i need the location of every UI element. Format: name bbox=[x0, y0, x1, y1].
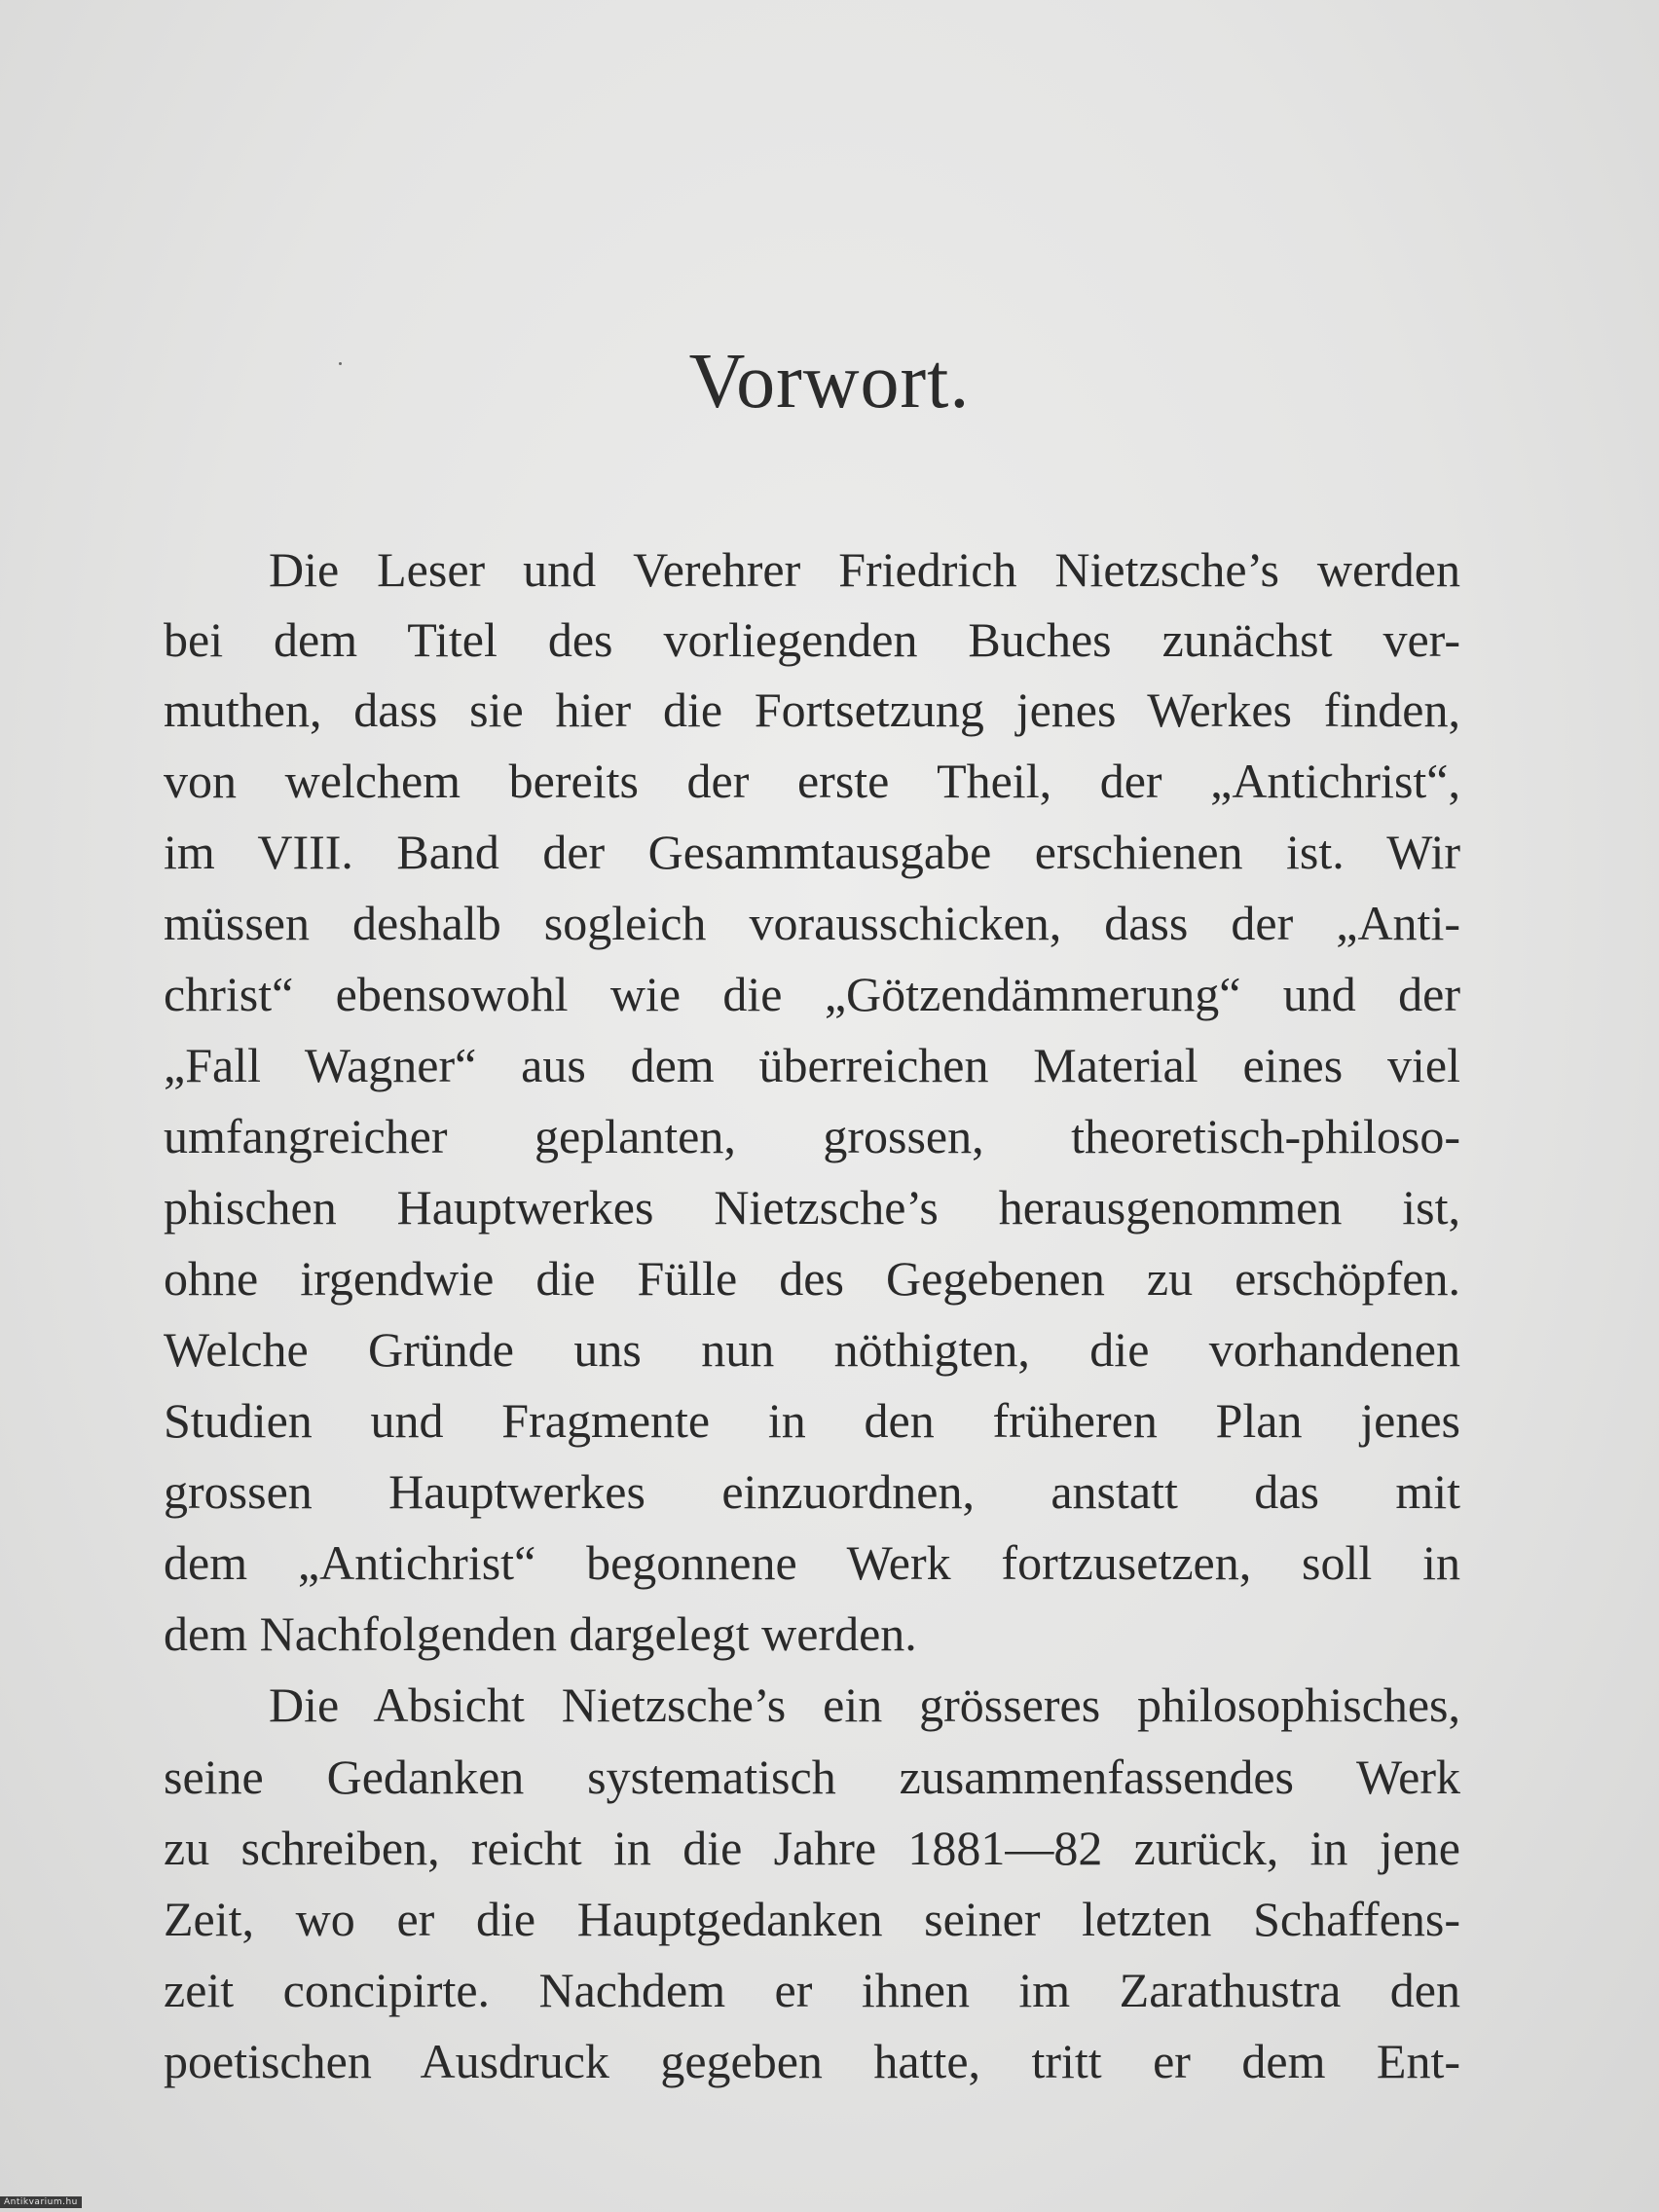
text-line-19: zu schreiben, reicht in die Jahre 1881—82 zurück, in jene bbox=[164, 1821, 1460, 1875]
text-line-15: dem „Antichrist“ begonnene Werk fortzusetzen, soll in bbox=[164, 1535, 1460, 1590]
text-line-7: christ“ ebensowohl wie die „Götzendämmerung“ und der bbox=[164, 967, 1460, 1021]
watermark-label: Antikvarium.hu bbox=[0, 2196, 82, 2208]
text-line-5: im VIII. Band der Gesammtausgabe erschienen ist. Wir bbox=[164, 825, 1460, 879]
text-line-2: bei dem Titel des vorliegenden Buches zunächst ver- bbox=[164, 612, 1460, 667]
text-line-13: Studien und Fragmente in den früheren Plan jenes bbox=[164, 1393, 1460, 1448]
text-line-21: zeit concipirte. Nachdem er ihnen im Zarathustra den bbox=[164, 1963, 1460, 2017]
text-line-18: seine Gedanken systematisch zusammenfassendes Werk bbox=[164, 1750, 1460, 1804]
text-line-3: muthen, dass sie hier die Fortsetzung jenes Werkes finden, bbox=[164, 682, 1460, 737]
text-line-12: Welche Gründe uns nun nöthigten, die vorhandenen bbox=[164, 1322, 1460, 1377]
text-line-16: dem Nachfolgenden dargelegt werden. bbox=[164, 1606, 917, 1661]
text-line-14: grossen Hauptwerkes einzuordnen, anstatt das mit bbox=[164, 1464, 1460, 1519]
page-title: Vorwort. bbox=[688, 339, 971, 424]
text-line-17: Die Absicht Nietzsche’s ein grösseres philosophisches, bbox=[269, 1677, 1460, 1732]
text-line-6: müssen deshalb sogleich vorausschicken, dass der „Anti- bbox=[164, 896, 1460, 950]
text-line-20: Zeit, wo er die Hauptgedanken seiner letzten Schaffens- bbox=[164, 1892, 1460, 1946]
text-line-10: phischen Hauptwerkes Nietzsche’s herausgenommen ist, bbox=[164, 1180, 1460, 1235]
text-line-11: ohne irgendwie die Fülle des Gegebenen zu erschöpfen. bbox=[164, 1251, 1460, 1306]
text-line-9: umfangreicher geplanten, grossen, theoretisch-philoso- bbox=[164, 1109, 1460, 1163]
text-line-8: „Fall Wagner“ aus dem überreichen Material eines viel bbox=[164, 1038, 1460, 1092]
text-line-4: von welchem bereits der erste Theil, der „Antichrist“, bbox=[164, 754, 1460, 808]
text-line-1: Die Leser und Verehrer Friedrich Nietzsche’s werden bbox=[269, 542, 1460, 597]
text-line-22: poetischen Ausdruck gegeben hatte, tritt er dem Ent- bbox=[164, 2034, 1460, 2088]
